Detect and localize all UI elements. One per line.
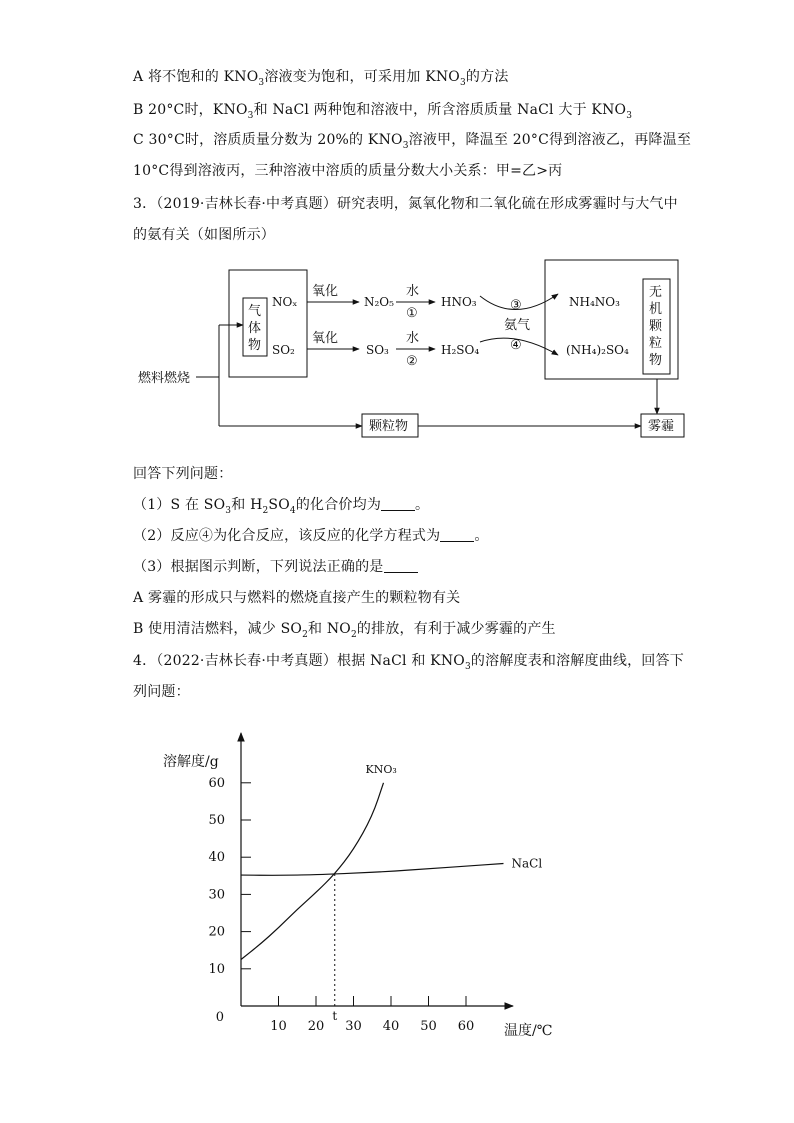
- answer-blank-2[interactable]: [440, 529, 474, 542]
- q3-sub3: （3）根据图示判断，下列说法正确的是: [133, 556, 418, 576]
- answer-blank-3[interactable]: [384, 560, 418, 573]
- x-tick-label: 30: [345, 1019, 362, 1034]
- kno3-curve: [241, 783, 384, 960]
- circle-4: ④: [510, 338, 522, 353]
- so3-label: SO₃: [366, 343, 389, 357]
- nh4no3-label: NH₄NO₃: [569, 295, 620, 309]
- x-tick-label: 60: [457, 1019, 475, 1034]
- haze-label: 雾霾: [648, 419, 675, 434]
- inorganic-char-2: 机: [649, 302, 663, 317]
- solubility-chart: [150, 725, 600, 1045]
- inorganic-char-1: 无: [649, 285, 663, 300]
- q4-title-line2: 列问题：: [133, 684, 190, 700]
- x-tick-label: 20: [307, 1019, 325, 1034]
- y-tick-label: 40: [208, 850, 225, 866]
- x-tick-label: 50: [420, 1019, 437, 1034]
- nox-label: NOₓ: [272, 295, 298, 309]
- q3-title-line2: 的氨有关（如图所示）: [133, 227, 275, 243]
- circle-2: ②: [406, 354, 418, 369]
- option-b: B 20°C时，$KNO_3$和 NaCl 两种饱和溶液中，所含溶质质量 NaCl 大于 $KNO_3$: [133, 102, 633, 121]
- haze-diagram: [130, 252, 700, 447]
- source-box: [229, 270, 307, 377]
- oxidize-label-1: 氧化: [312, 284, 339, 299]
- h2so4-label: H₂SO₄: [441, 343, 480, 357]
- nh4so4-label: (NH₄)₂SO₄: [566, 343, 629, 357]
- q3-sub2: （2）反应④为化合反应，该反应的化学方程式为 。: [133, 528, 489, 544]
- circle-1: ①: [406, 306, 418, 321]
- inorganic-char-5: 物: [649, 353, 663, 368]
- hno3-label: HNO₃: [441, 295, 477, 309]
- so2-label: SO₂: [272, 343, 295, 357]
- n2o5-label: N₂O₅: [364, 295, 394, 309]
- q3-prompt: 回答下列问题：: [133, 466, 233, 482]
- option-c-line1: C 30°C时，溶质质量分数为 20%的 $KNO_3$溶液甲，降温至 20°C得到溶液乙，再降温至: [133, 132, 692, 151]
- y-axis-label: 溶解度/g: [163, 754, 219, 771]
- x-tick-label: 10: [270, 1019, 287, 1034]
- y-tick-label: 20: [208, 924, 225, 940]
- q3-title-line1: 3．（2019·吉林长春·中考真题）研究表明，氮氧化物和二氧化硫在形成雾霾时与大气中: [133, 196, 678, 212]
- origin-label: 0: [215, 1010, 224, 1025]
- option-a: A 将不饱和的 $KNO_3$溶液变为饱和，可采用加 $KNO_3$的方法: [133, 69, 509, 88]
- gas-char-1: 气: [248, 304, 262, 319]
- intersection-t-label: t: [332, 1009, 338, 1023]
- inorganic-char-3: 颗: [649, 319, 663, 334]
- circle-3: ③: [510, 298, 522, 313]
- option-c-line2: 10°C得到溶液丙，三种溶液中溶质的质量分数大小关系：甲=乙>丙: [133, 163, 563, 179]
- x-tick-label: 40: [382, 1019, 400, 1034]
- particles-label: 颗粒物: [369, 419, 409, 434]
- answer-blank-1[interactable]: [381, 498, 415, 511]
- nacl-curve: [241, 864, 504, 876]
- water-label-1: 水: [406, 284, 420, 299]
- oxidize-label-2: 氧化: [312, 331, 339, 346]
- y-tick-label: 30: [208, 887, 225, 903]
- inorganic-char-4: 粒: [649, 336, 663, 351]
- q3-option-b: B 使用清洁燃料，减少 $SO_2$和 $NO_2$的排放，有利于减少雾霾的产生: [133, 621, 556, 640]
- x-axis-label: 温度/℃: [504, 1023, 553, 1039]
- q3-sub1: （1）S 在 $SO_3$和 $H_2SO_4$的化合价均为 。: [133, 497, 430, 516]
- y-tick-label: 60: [208, 775, 225, 791]
- water-label-2: 水: [406, 331, 420, 346]
- ammonia-label: 氨气: [504, 318, 531, 333]
- gas-char-3: 物: [248, 338, 262, 353]
- fuel-label: 燃料燃烧: [138, 371, 191, 386]
- q4-title-line1: 4．（2022·吉林长春·中考真题）根据 NaCl 和 $KNO_3$的溶解度表和溶解度曲线，回答下: [133, 653, 684, 672]
- y-tick-label: 10: [208, 961, 225, 977]
- y-tick-label: 50: [208, 813, 225, 828]
- kno3-series-label: KNO₃: [365, 762, 397, 776]
- q3-option-a: A 雾霾的形成只与燃料的燃烧直接产生的颗粒物有关: [133, 590, 461, 606]
- gas-char-2: 体: [248, 321, 262, 336]
- nacl-series-label: NaCl: [511, 856, 543, 871]
